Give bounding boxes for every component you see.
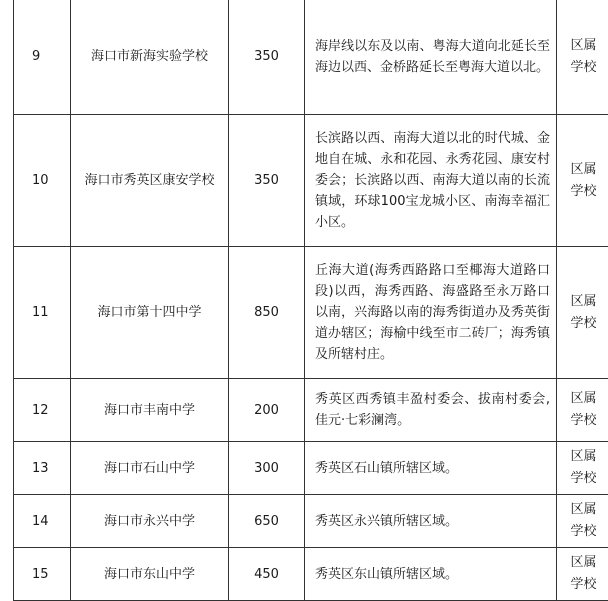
school-type: 区属学校 [570,449,597,486]
enrollment-quota: 650 [229,495,305,548]
school-type-cell [557,115,608,247]
school-name: 海口市永兴中学 [71,495,229,548]
table-row [14,379,608,442]
school-type: 区属学校 [570,391,597,428]
row-number: 11 [14,247,71,379]
school-name: 海口市第十四中学 [71,247,229,379]
enrollment-quota: 850 [229,247,305,379]
row-number: 9 [14,0,71,115]
school-type: 区属学校 [570,502,597,539]
table-row [14,548,608,601]
enrollment-quota: 350 [229,0,305,115]
school-name: 海口市秀英区康安学校 [71,115,229,247]
school-type-cell [557,247,608,379]
school-name: 海口市东山中学 [71,548,229,601]
row-number: 12 [14,379,71,442]
school-type-cell [557,548,608,601]
school-enrollment-table [13,0,608,601]
school-type-cell [557,495,608,548]
catchment-area: 秀英区东山镇所辖区域。 [305,548,557,601]
catchment-area: 秀英区西秀镇丰盈村委会、拔南村委会,佳元·七彩澜湾。 [305,379,557,442]
table-row [14,495,608,548]
school-name: 海口市石山中学 [71,442,229,495]
row-number: 10 [14,115,71,247]
enrollment-quota: 300 [229,442,305,495]
school-type: 区属学校 [570,161,597,199]
school-name: 海口市丰南中学 [71,379,229,442]
row-number: 15 [14,548,71,601]
school-type: 区属学校 [570,555,597,592]
table-row [14,0,608,115]
school-type-cell [557,442,608,495]
row-number: 13 [14,442,71,495]
catchment-area: 海岸线以东及以南、粤海大道向北延长至海边以西、金桥路延长至粤海大道以北。 [305,0,557,115]
table-row [14,247,608,379]
catchment-area: 秀英区石山镇所辖区域。 [305,442,557,495]
school-type-cell [557,0,608,115]
catchment-area: 秀英区永兴镇所辖区域。 [305,495,557,548]
school-type-cell [557,379,608,442]
enrollment-quota: 450 [229,548,305,601]
school-name: 海口市新海实验学校 [71,0,229,115]
catchment-area: 丘海大道(海秀西路路口至椰海大道路口段)以西，海秀西路、海盛路至永万路口以南，兴海路以南的海秀街道办及秀英街道办辖区；海榆中线至市二砖厂；海秀镇及所辖村庄。 [305,247,557,379]
enrollment-quota: 200 [229,379,305,442]
table-row [14,442,608,495]
school-type: 区属学校 [570,37,597,75]
school-type: 区属学校 [570,293,597,331]
table-row [14,115,608,247]
catchment-area: 长滨路以西、南海大道以北的时代城、金地自在城、永和花园、永秀花园、康安村委会；长滨路以西、南海大道以南的长流镇域，环球100宝龙城小区、南海幸福汇小区。 [305,115,557,247]
row-number: 14 [14,495,71,548]
enrollment-quota: 350 [229,115,305,247]
